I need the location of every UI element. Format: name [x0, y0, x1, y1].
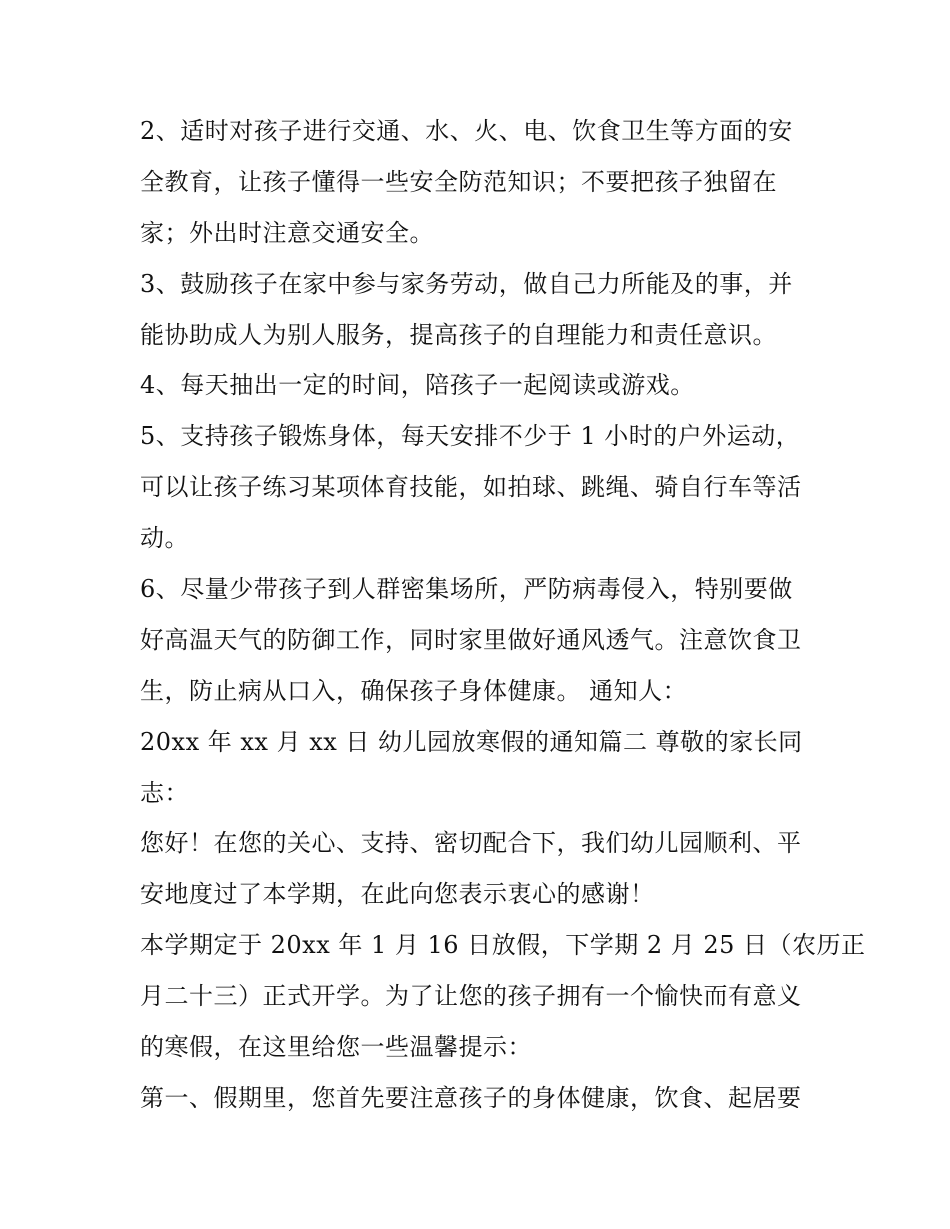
text-line: 家；外出时注意交通安全。	[140, 218, 434, 247]
text-line: 全教育，让孩子懂得一些安全防范知识；不要把孩子独留在	[140, 167, 777, 196]
text-line: 可以让孩子练习某项体育技能，如拍球、跳绳、骑自行车等活	[140, 473, 802, 502]
text-line: 生，防止病从口入，确保孩子身体健康。 通知人：	[140, 676, 688, 705]
text-line: 2、适时对孩子进行交通、水、火、电、饮食卫生等方面的安	[140, 117, 793, 145]
text-line: 月二十三）正式开学。为了让您的孩子拥有一个愉快而有意义	[140, 982, 802, 1011]
text-line: 本学期定于 20xx 年 1 月 16 日放假，下学期 2 月 25 日（农历正	[140, 931, 866, 960]
text-line: 5、支持孩子锻炼身体，每天安排不少于 1 小时的户外运动，	[140, 422, 801, 451]
text-line: 好高温天气的防御工作，同时家里做好通风透气。注意饮食卫	[140, 625, 802, 654]
text-line: 的寒假，在这里给您一些温馨提示：	[140, 1033, 532, 1062]
text-line: 能协助成人为别人服务，提高孩子的自理能力和责任意识。	[140, 320, 777, 349]
text-line: 第一、假期里，您首先要注意孩子的身体健康，饮食、起居要	[140, 1083, 802, 1112]
text-line: 志：	[140, 778, 189, 807]
text-line: 3、鼓励孩子在家中参与家务劳动，做自己力所能及的事，并	[140, 269, 793, 298]
text-line: 6、尽量少带孩子到人群密集场所，严防病毒侵入，特别要做	[140, 575, 793, 604]
text-line: 安地度过了本学期，在此向您表示衷心的感谢！	[140, 880, 655, 909]
text-line: 20xx 年 xx 月 xx 日 幼儿园放寒假的通知篇二 尊敬的家长同	[140, 727, 803, 756]
text-line: 您好！在您的关心、支持、密切配合下，我们幼儿园顺利、平	[140, 829, 802, 858]
document-body	[140, 106, 866, 1124]
text-line: 4、每天抽出一定的时间，陪孩子一起阅读或游戏。	[140, 371, 695, 400]
text-line: 动。	[140, 524, 189, 553]
